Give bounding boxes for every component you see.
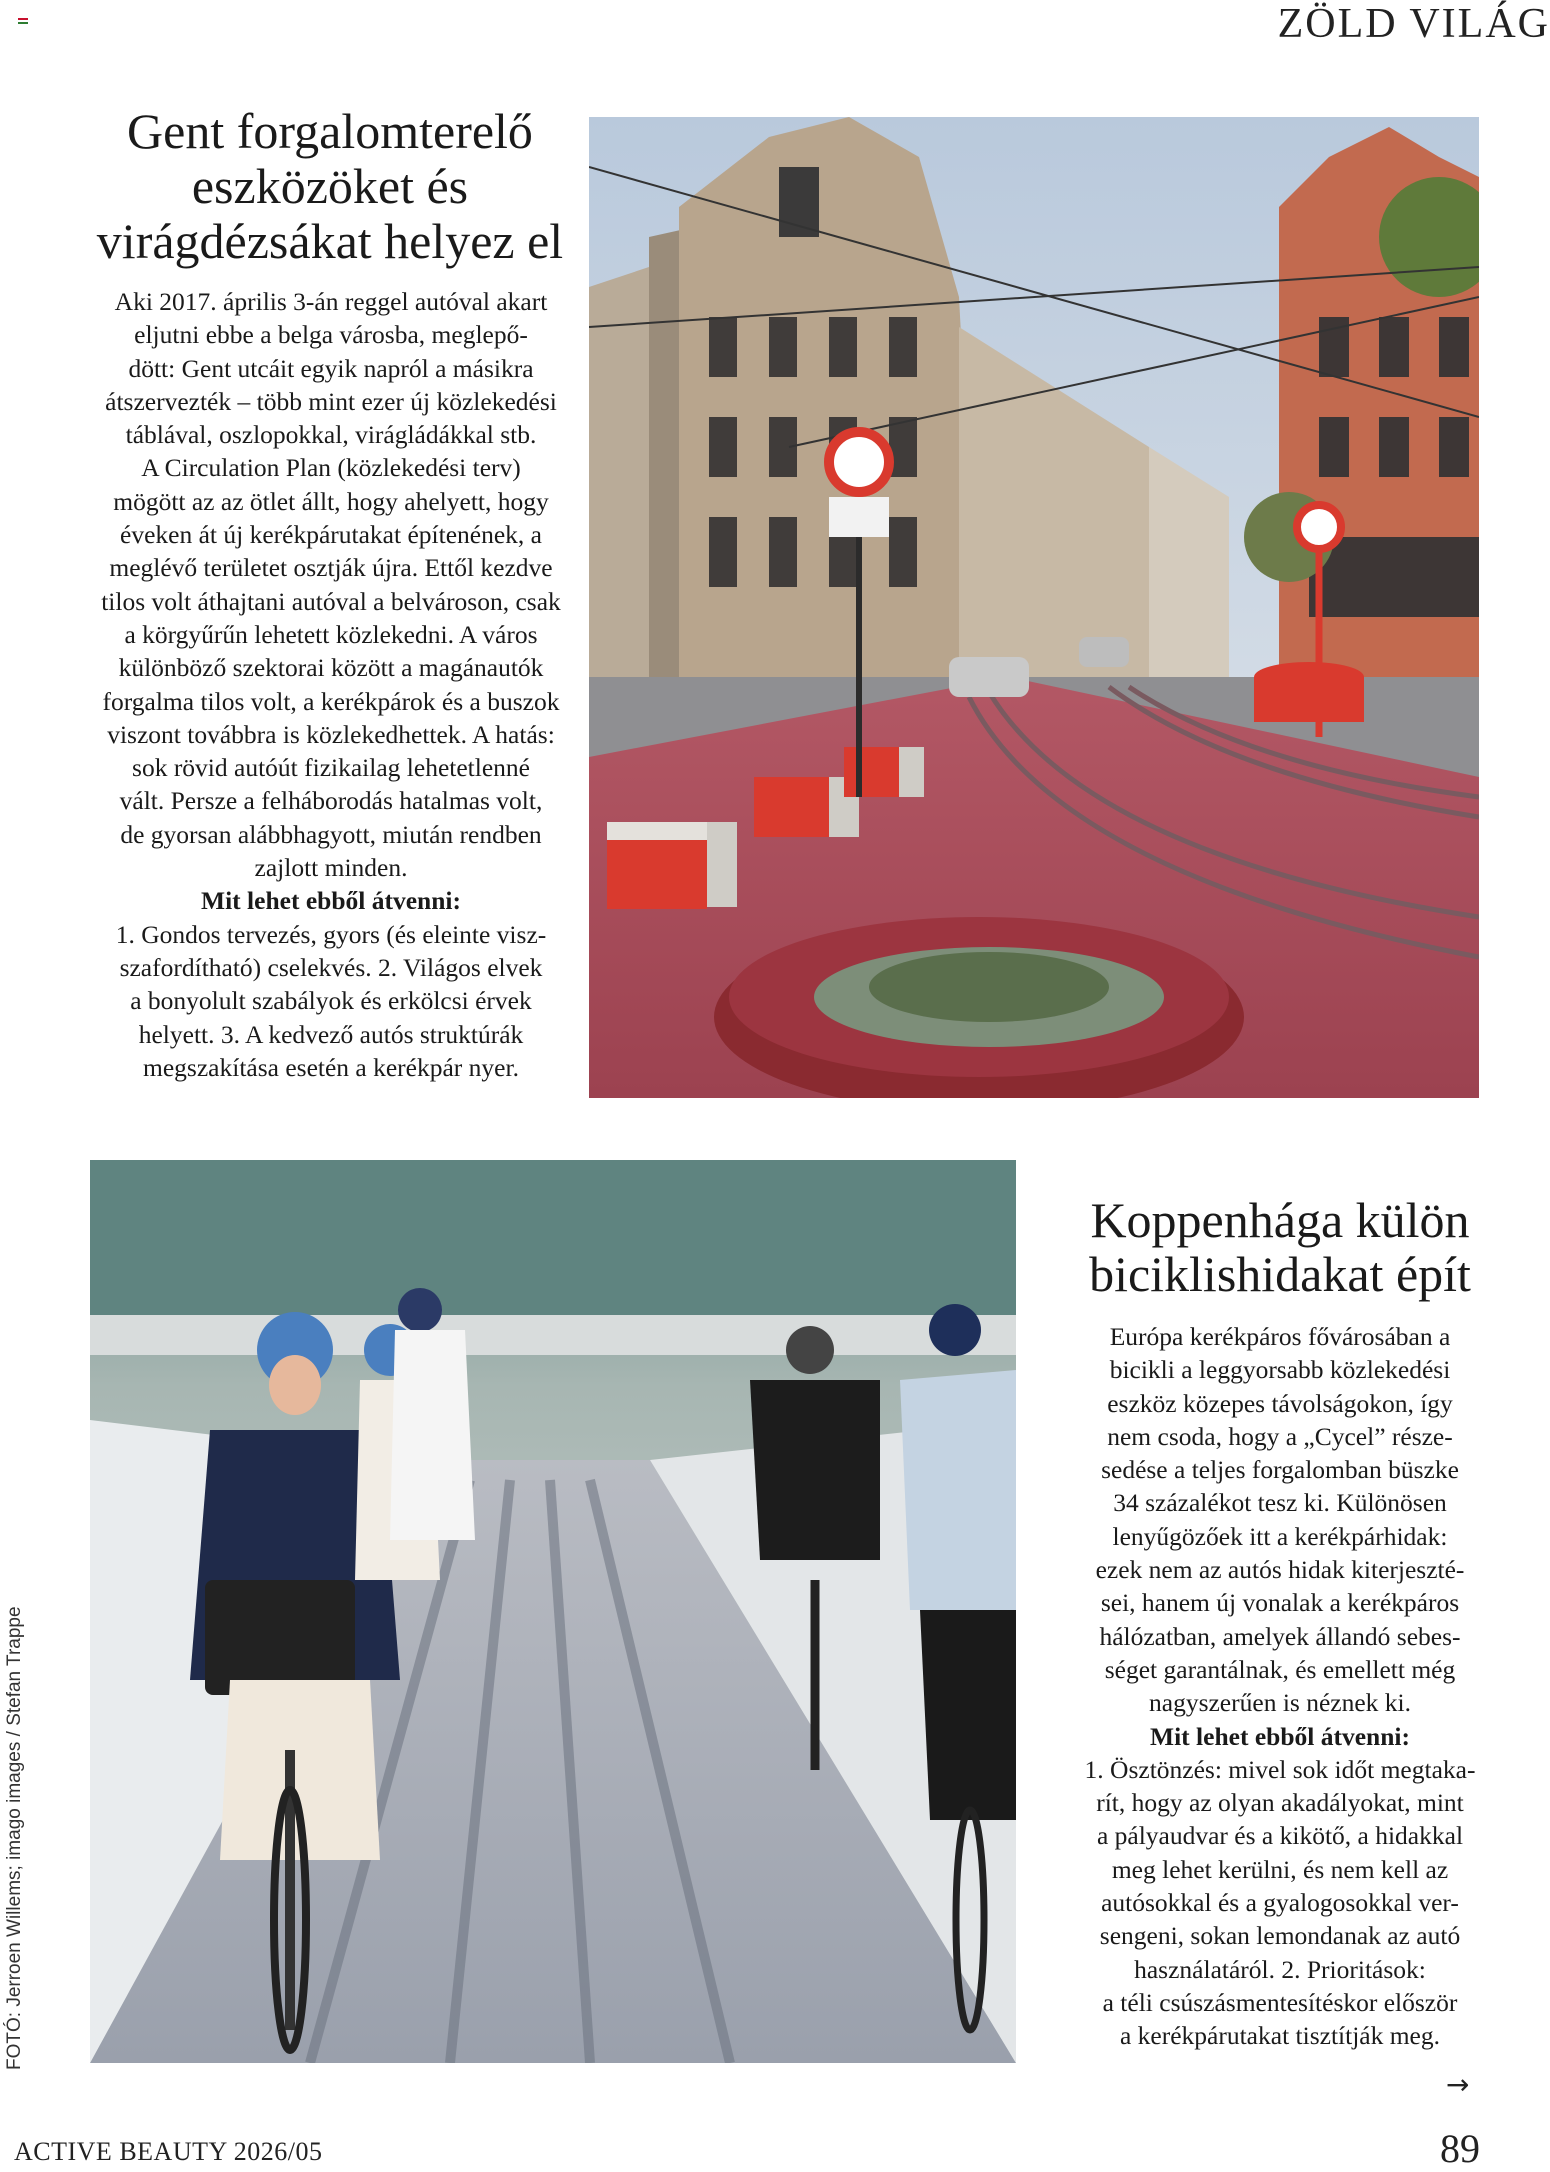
takeaway-line: rít, hogy az olyan akadályokat, mint [1096,1788,1464,1818]
takeaway-subhead: Mit lehet ebből átvenni: [201,886,461,916]
gent-headline [60,104,600,269]
copenhagen-body [1040,1320,1520,2053]
body-line: éveken át új kerékpárutakat építenének, a [120,520,542,550]
body-line: de gyorsan alábbhagyott, miután rendben [120,819,542,849]
body-line: bicikli a leggyorsabb közlekedési [1109,1355,1451,1385]
body-line: átszervezték – több mint ezer új közlekedési [105,386,557,416]
headline-line: Koppenhága külön [1090,1192,1470,1248]
body-line: mögött az az ötlet állt, hogy ahelyett, hogy [113,486,549,516]
body-line: Európa kerékpáros fővárosában a [1109,1322,1451,1351]
cyclists-illustration [90,1160,1016,2063]
body-line: táblával, oszlopokkal, virágládákkal stb. [125,420,537,450]
body-line: ezek nem az autós hidak kiterjeszté- [1095,1555,1465,1585]
body-line: vált. Persze a felháborodás hatalmas volt, [119,786,543,816]
takeaway-line: a bonyolult szabályok és erkölcsi érvek [130,986,532,1016]
body-line: tilos volt áthajtani autóval a belvároson, csak [101,586,561,616]
body-line: meglévő területet osztják újra. Ettől kezdve [109,553,553,583]
body-line: sok rövid autóút fizikailag lehetetlenné [132,753,530,783]
body-line: a körgyűrűn lehetett közlekedni. A város [124,619,538,649]
body-line: sei, hanem új vonalak a kerékpáros [1100,1588,1460,1618]
section-title: ZÖLD VILÁG [1277,1,1550,47]
body-line: viszont továbbra is közlekedhettek. A hatás: [107,719,555,749]
headline-line: Gent forgalomterelő [127,103,533,159]
body-line: lenyűgözőek itt a kerékpárhidak: [1112,1521,1448,1551]
body-line: nem csoda, hogy a „Cycel” része- [1107,1421,1453,1451]
takeaway-line: 1. Ösztönzés: mivel sok időt megtaka- [1084,1754,1476,1784]
takeaway-line: meg lehet kerülni, és nem kell az [1111,1854,1449,1884]
takeaway-line: használatáról. 2. Prioritások: [1134,1954,1426,1984]
gent-street-illustration [589,117,1479,1098]
takeaway-line: autósokkal és a gyalogosokkal ver- [1101,1888,1459,1918]
copenhagen-headline [1030,1193,1530,1301]
body-line: séget garantálnak, és emellett még [1104,1654,1456,1684]
takeaway-line: 1. Gondos tervezés, gyors (és eleinte visz- [115,919,547,949]
takeaway-line: a kerékpárutakat tisztítják meg. [1119,2021,1441,2051]
body-line: különböző szektorai között a magánautók [118,653,544,683]
body-line: sedése a teljes forgalomban büszke [1101,1455,1459,1485]
body-line: zajlott minden. [254,853,408,883]
body-line: 34 százalékot tesz ki. Különösen [1113,1488,1447,1518]
flag-icon [18,18,28,24]
takeaway-line: szafordítható) cselekvés. 2. Világos elvek [119,952,543,982]
takeaway-line: a pályaudvar és a kikötő, a hidakkal [1096,1821,1464,1851]
headline-line: biciklishidakat épít [1089,1246,1471,1302]
body-line: hálózatban, amelyek állandó sebes- [1099,1621,1461,1651]
takeaway-line: a téli csúszásmentesítéskor először [1102,1987,1458,2017]
body-line: Aki 2017. április 3-án reggel autóval akart [114,287,548,316]
gent-street-photo [589,117,1479,1098]
body-line: eljutni ebbe a belga városba, meglepő- [134,320,528,350]
gent-body [62,285,600,1084]
headline-line: eszközöket és [191,158,469,214]
body-line: nagyszerűen is néznek ki. [1149,1688,1411,1718]
continue-arrow-icon: → [1446,2068,1470,2101]
takeaway-line: megszakítása esetén a kerékpár nyer. [143,1052,519,1082]
copenhagen-bridge-photo [90,1160,1016,2063]
body-line: dött: Gent utcáit egyik napról a másikra [128,353,534,383]
body-line: eszköz közepes távolságokon, így [1107,1388,1453,1418]
takeaway-subhead: Mit lehet ebből átvenni: [1150,1721,1410,1751]
body-line: forgalma tilos volt, a kerékpárok és a buszok [102,686,560,716]
takeaway-line: sengeni, sokan lemondanak az autó [1099,1921,1461,1951]
photo-credit: FOTÓ: Jerroen Willems; imago images / Stefan Trappe [4,1606,25,2070]
magazine-issue: ACTIVE BEAUTY 2026/05 [14,2137,323,2166]
takeaway-line: helyett. 3. A kedvező autós struktúrák [138,1019,524,1049]
body-line: A Circulation Plan (közlekedési terv) [141,453,521,483]
headline-line: virágdézsákat helyez el [96,213,564,269]
page-number: 89 [1440,2126,1480,2171]
